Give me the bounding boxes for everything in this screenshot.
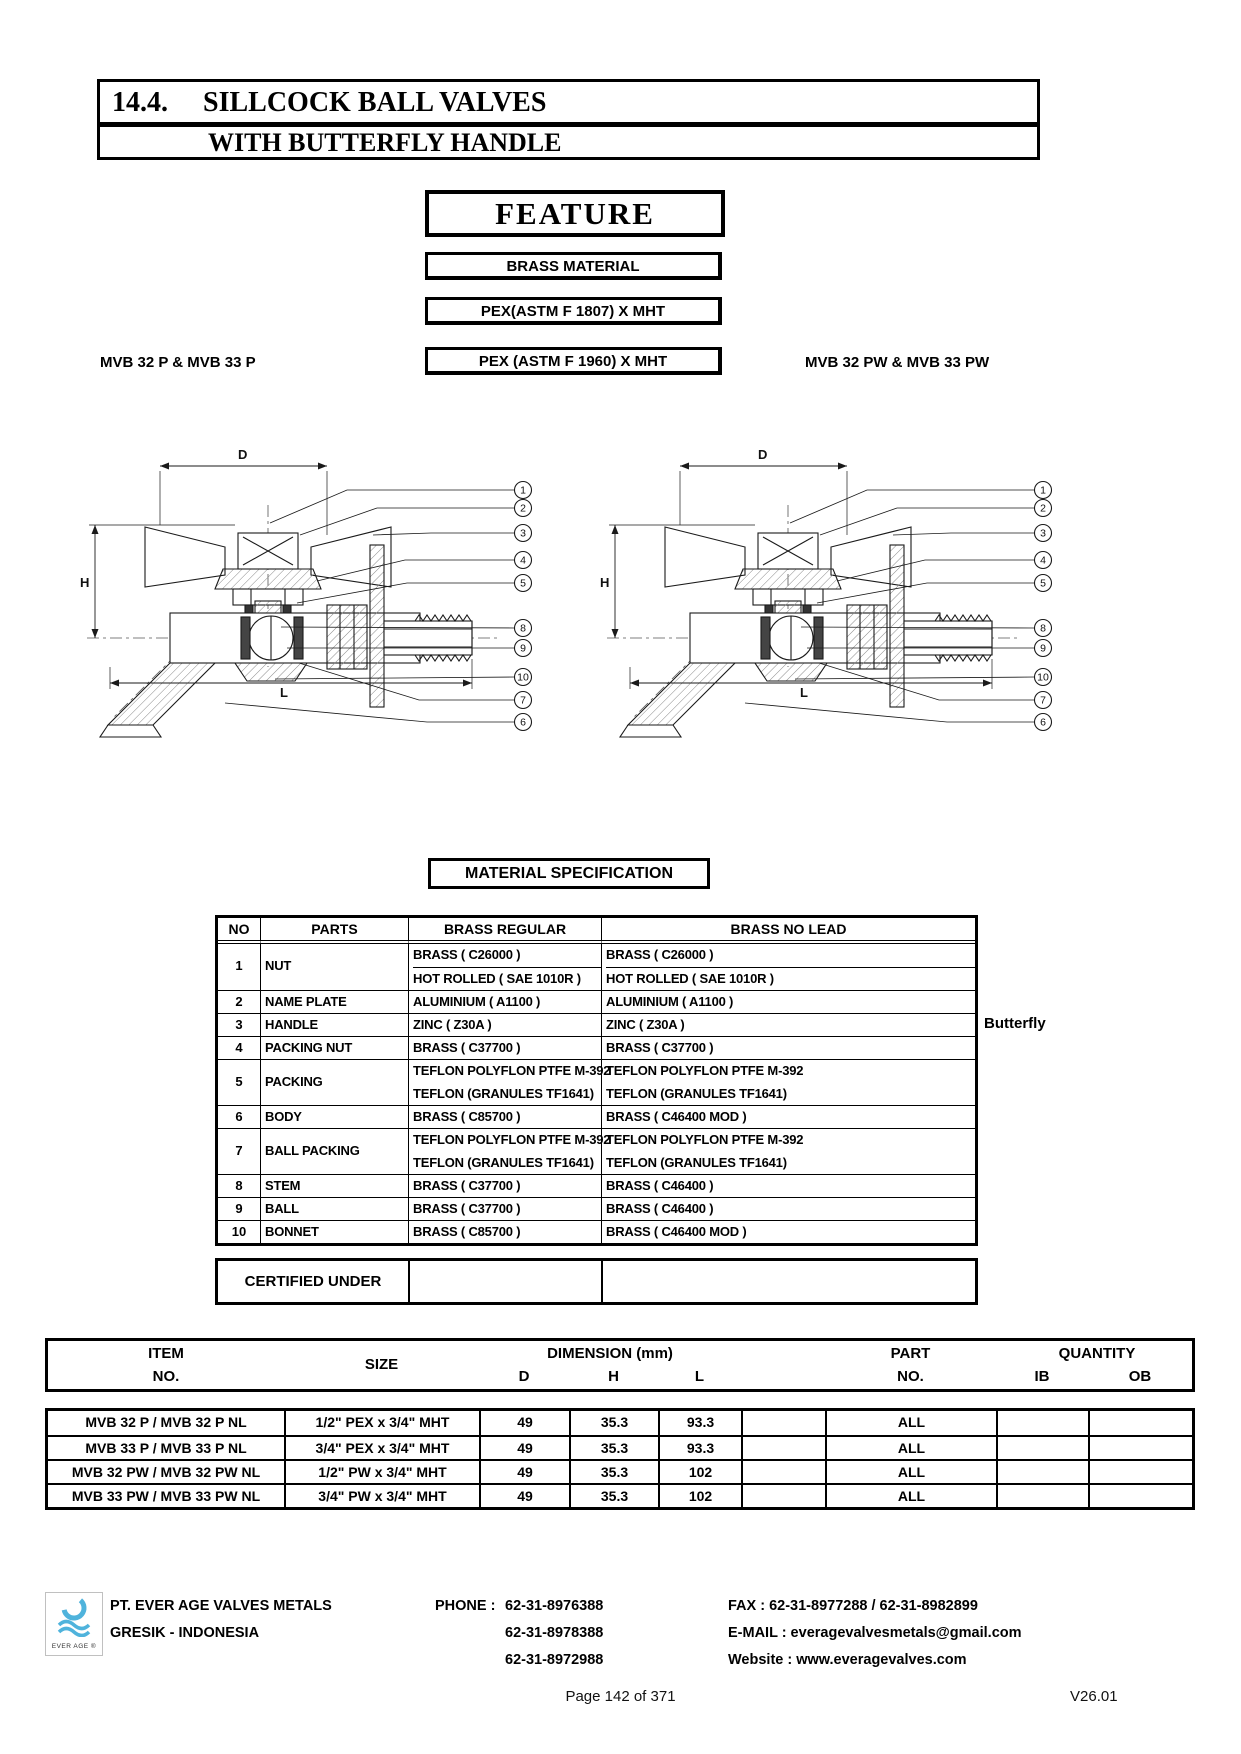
- hdr-dimension: DIMENSION (mm): [547, 1345, 673, 1362]
- row-ob: [1088, 1459, 1192, 1483]
- svg-text:1: 1: [1040, 484, 1046, 497]
- mat-row-no-lead: ALUMINIUM ( A1100 ): [601, 990, 975, 1013]
- mat-row-regular: BRASS ( C85700 ): [408, 1105, 601, 1128]
- mat-row-no: 6: [218, 1105, 260, 1128]
- row-size: 3/4" PW x 3/4" MHT: [284, 1483, 479, 1507]
- dim-label-h: H: [80, 575, 90, 590]
- svg-text:1: 1: [520, 484, 526, 497]
- svg-text:8: 8: [520, 622, 526, 635]
- col-header-brass-regular: BRASS REGULAR: [408, 918, 601, 944]
- hdr-h: H: [608, 1368, 619, 1385]
- row-ib: [996, 1459, 1088, 1483]
- mat-row-no-lead: BRASS ( C46400 ): [601, 1174, 975, 1197]
- mat-row-no-lead: ZINC ( Z30A ): [601, 1013, 975, 1036]
- catalog-version: V26.01: [1070, 1688, 1118, 1705]
- svg-text:10: 10: [1037, 671, 1049, 684]
- mat-row-no: 2: [218, 990, 260, 1013]
- row-spare: [741, 1483, 825, 1507]
- material-spec-table: [215, 915, 978, 1246]
- row-d: 49: [479, 1411, 569, 1435]
- svg-text:2: 2: [1040, 502, 1046, 515]
- model-label-left: MVB 32 P & MVB 33 P: [100, 354, 256, 371]
- section-subtitle-box: [97, 125, 1040, 160]
- mat-row-part: BODY: [260, 1105, 408, 1128]
- mat-row-part: PACKING: [260, 1059, 408, 1105]
- hdr-ib: IB: [1034, 1368, 1050, 1385]
- valve-drawing-left: [75, 405, 545, 760]
- mat-row-part: BALL PACKING: [260, 1128, 408, 1174]
- row-spare: [741, 1459, 825, 1483]
- row-ib: [996, 1483, 1088, 1507]
- mat-row-regular: BRASS ( C37700 ): [408, 1174, 601, 1197]
- svg-text:7: 7: [1040, 694, 1046, 707]
- mat-row-regular: ALUMINIUM ( A1100 ): [408, 990, 601, 1013]
- mat-row-no-lead: BRASS ( C26000 ) HOT ROLLED ( SAE 1010R ): [601, 944, 975, 990]
- mat-row-no: 7: [218, 1128, 260, 1174]
- svg-text:6: 6: [520, 716, 526, 729]
- handle-type-note: Butterfly: [984, 1015, 1046, 1032]
- mat-row-no: 8: [218, 1174, 260, 1197]
- dim-label-d: D: [758, 447, 768, 462]
- callout-balloons: [1035, 482, 1052, 731]
- mat-row-part: PACKING NUT: [260, 1036, 408, 1059]
- email-line: E-MAIL : everagevalvesmetals@gmail.com: [728, 1625, 1022, 1641]
- model-label-right: MVB 32 PW & MVB 33 PW: [805, 354, 990, 371]
- row-d: 49: [479, 1459, 569, 1483]
- row-l: 102: [658, 1459, 741, 1483]
- stem-packing-assembly: [215, 569, 321, 619]
- svg-text:5: 5: [520, 577, 526, 590]
- fax-line: FAX : 62-31-8977288 / 62-31-8982899: [728, 1598, 978, 1614]
- col-header-no: NO: [218, 918, 260, 944]
- ever-age-logo-icon: [52, 1593, 96, 1637]
- mat-row-no: 1: [235, 958, 243, 973]
- col-header-brass-no-lead: BRASS NO LEAD: [601, 918, 975, 944]
- dim-label-h: H: [600, 575, 610, 590]
- feature-item-brass: BRASS MATERIAL: [425, 252, 722, 280]
- mat-row-regular: TEFLON POLYFLON PTFE M-392 TEFLON (GRANULES TF1641): [408, 1059, 601, 1105]
- mat-row-no: 10: [218, 1220, 260, 1243]
- mat-row-part: NUT: [260, 944, 408, 990]
- row-part-no: ALL: [825, 1483, 996, 1507]
- section-title-box: [97, 79, 1040, 125]
- row-item: MVB 33 PW / MVB 33 PW NL: [48, 1483, 284, 1507]
- svg-text:4: 4: [520, 554, 526, 567]
- row-ib: [996, 1435, 1088, 1459]
- row-ib: [996, 1411, 1088, 1435]
- row-h: 35.3: [569, 1483, 658, 1507]
- mat-row-no-lead: TEFLON POLYFLON PTFE M-392 TEFLON (GRANULES TF1641): [601, 1059, 975, 1105]
- hdr-quantity: QUANTITY: [1058, 1345, 1136, 1362]
- company-city: GRESIK - INDONESIA: [110, 1625, 260, 1641]
- dimension-table-header: [45, 1338, 1195, 1392]
- hdr-d: D: [518, 1368, 530, 1385]
- mat-row-no-lead: TEFLON POLYFLON PTFE M-392 TEFLON (GRANULES TF1641): [601, 1128, 975, 1174]
- feature-heading: FEATURE: [425, 190, 725, 237]
- mat-row-part: NAME PLATE: [260, 990, 408, 1013]
- mat-row-no-lead: BRASS ( C46400 MOD ): [601, 1105, 975, 1128]
- mat-row-regular: BRASS ( C37700 ): [408, 1197, 601, 1220]
- row-part-no: ALL: [825, 1459, 996, 1483]
- row-d: 49: [479, 1435, 569, 1459]
- dim-label-d: D: [238, 447, 248, 462]
- dim-label-l: L: [800, 685, 808, 700]
- row-item: MVB 32 PW / MVB 32 PW NL: [48, 1459, 284, 1483]
- certified-under-table: [215, 1258, 978, 1305]
- col-header-parts: PARTS: [260, 918, 408, 944]
- mat-row-regular: TEFLON POLYFLON PTFE M-392 TEFLON (GRANULES TF1641): [408, 1128, 601, 1174]
- row-ob: [1088, 1435, 1192, 1459]
- svg-text:2: 2: [520, 502, 526, 515]
- row-ob: [1088, 1411, 1192, 1435]
- hdr-item: ITEM: [148, 1345, 184, 1362]
- row-spare: [741, 1411, 825, 1435]
- hdr-part: PART: [890, 1345, 931, 1362]
- mat-row-regular: BRASS ( C85700 ): [408, 1220, 601, 1243]
- row-item: MVB 32 P / MVB 32 P NL: [85, 1414, 247, 1430]
- page-title: SILLCOCK BALL VALVES: [203, 87, 547, 118]
- hdr-item-no: NO.: [152, 1368, 180, 1385]
- row-h: 35.3: [569, 1411, 658, 1435]
- row-d: 49: [479, 1483, 569, 1507]
- company-logo: [45, 1592, 103, 1656]
- hdr-ob: OB: [1128, 1368, 1152, 1385]
- svg-text:9: 9: [1040, 642, 1046, 655]
- hdr-l: L: [694, 1368, 705, 1385]
- row-size: 1/2" PEX x 3/4" MHT: [284, 1411, 479, 1435]
- mat-row-regular: BRASS ( C37700 ): [408, 1036, 601, 1059]
- logo-caption: EVER AGE ®: [51, 1643, 97, 1650]
- page-number: Page 142 of 371: [565, 1688, 676, 1705]
- phone-number-2: 62-31-8978388: [505, 1625, 604, 1641]
- svg-text:3: 3: [520, 527, 526, 540]
- row-h: 35.3: [569, 1435, 658, 1459]
- phone-label: PHONE :: [435, 1598, 496, 1614]
- svg-text:3: 3: [1040, 527, 1046, 540]
- row-h: 35.3: [569, 1459, 658, 1483]
- valve-drawing-right: [595, 405, 1065, 760]
- row-item: MVB 33 P / MVB 33 P NL: [48, 1435, 284, 1459]
- section-number: 14.4.: [112, 87, 168, 118]
- feature-item-pex1960: PEX (ASTM F 1960) X MHT: [425, 347, 722, 375]
- hdr-size: SIZE: [364, 1356, 399, 1373]
- svg-text:8: 8: [1040, 622, 1046, 635]
- mat-row-no: 3: [218, 1013, 260, 1036]
- certified-regular-cell: [408, 1261, 601, 1302]
- svg-text:4: 4: [1040, 554, 1046, 567]
- feature-item-pex1807: PEX(ASTM F 1807) X MHT: [425, 297, 722, 325]
- phone-number-3: 62-31-8972988: [505, 1652, 604, 1668]
- row-l: 93.3: [658, 1435, 741, 1459]
- certified-no-lead-cell: [601, 1261, 975, 1302]
- svg-text:10: 10: [517, 671, 529, 684]
- row-l: 93.3: [658, 1411, 741, 1435]
- row-part-no: ALL: [825, 1435, 996, 1459]
- row-spare: [741, 1435, 825, 1459]
- mat-row-part: HANDLE: [260, 1013, 408, 1036]
- company-name: PT. EVER AGE VALVES METALS: [110, 1598, 332, 1614]
- mat-row-no: 9: [218, 1197, 260, 1220]
- svg-text:9: 9: [520, 642, 526, 655]
- mat-row-no: 5: [218, 1059, 260, 1105]
- mat-row-part: STEM: [260, 1174, 408, 1197]
- mat-row-no-lead: BRASS ( C46400 ): [601, 1197, 975, 1220]
- svg-text:5: 5: [1040, 577, 1046, 590]
- mat-row-part: BONNET: [260, 1220, 408, 1243]
- row-size: 1/2" PW x 3/4" MHT: [284, 1459, 479, 1483]
- mat-row-no: 4: [218, 1036, 260, 1059]
- mat-row-no-lead: BRASS ( C37700 ): [601, 1036, 975, 1059]
- row-part-no: ALL: [825, 1411, 996, 1435]
- mat-row-regular: BRASS ( C26000 ) HOT ROLLED ( SAE 1010R ): [408, 944, 601, 990]
- dimension-table: [45, 1408, 1195, 1510]
- svg-text:7: 7: [520, 694, 526, 707]
- stem-packing-assembly: [735, 569, 841, 619]
- callout-balloons: [515, 482, 532, 731]
- mat-row-part: BALL: [260, 1197, 408, 1220]
- phone-number-1: 62-31-8976388: [505, 1598, 604, 1614]
- svg-text:6: 6: [1040, 716, 1046, 729]
- row-l: 102: [658, 1483, 741, 1507]
- website-line: Website : www.everagevalves.com: [728, 1652, 967, 1668]
- mat-row-no-lead: BRASS ( C46400 MOD ): [601, 1220, 975, 1243]
- material-spec-heading: MATERIAL SPECIFICATION: [428, 858, 710, 889]
- dim-label-l: L: [280, 685, 288, 700]
- row-size: 3/4" PEX x 3/4" MHT: [284, 1435, 479, 1459]
- row-ob: [1088, 1483, 1192, 1507]
- page-subtitle: WITH BUTTERFLY HANDLE: [208, 128, 562, 157]
- hdr-part-no: NO.: [897, 1368, 924, 1385]
- certified-under-label: CERTIFIED UNDER: [244, 1273, 382, 1290]
- mat-row-regular: ZINC ( Z30A ): [408, 1013, 601, 1036]
